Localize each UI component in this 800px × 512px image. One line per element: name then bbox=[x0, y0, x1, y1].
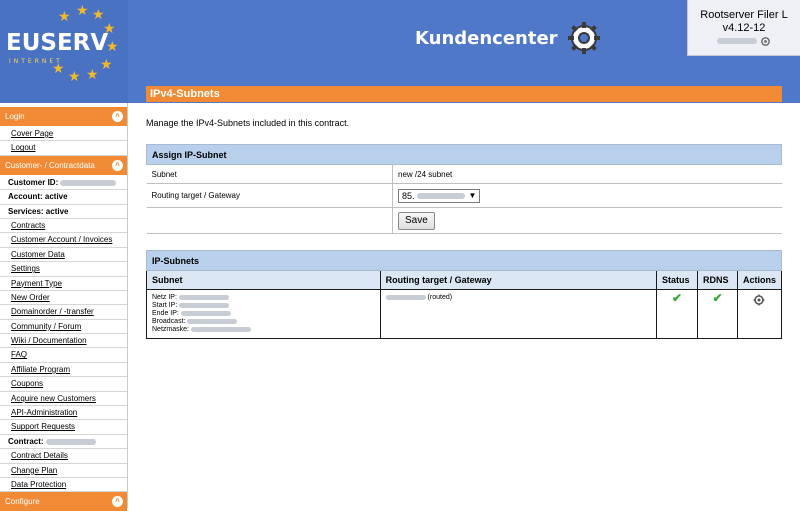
routing-label: Routing target / Gateway bbox=[147, 184, 393, 208]
collapse-icon[interactable]: ^ bbox=[112, 160, 123, 171]
sidebar-head-configure[interactable] bbox=[0, 492, 127, 512]
col-actions: Actions bbox=[737, 271, 781, 290]
ip-subnets-table bbox=[146, 250, 782, 339]
server-name: Rootserver Filer L bbox=[700, 9, 788, 21]
contract-label: Contract: bbox=[8, 436, 44, 446]
col-rdns: RDNS bbox=[698, 271, 738, 290]
sidebar-item-community[interactable]: Community / Forum bbox=[0, 320, 127, 334]
routing-select[interactable] bbox=[398, 189, 480, 203]
gear-icon bbox=[566, 20, 602, 56]
col-status: Status bbox=[657, 271, 698, 290]
actions-cell bbox=[737, 290, 781, 339]
sidebar-item-settings[interactable]: Settings bbox=[0, 262, 127, 276]
rdns-cell bbox=[698, 290, 738, 339]
check-icon[interactable]: ✔ bbox=[712, 291, 723, 305]
contract-id bbox=[0, 435, 127, 449]
services-status: Services: active bbox=[0, 205, 127, 219]
routed-text: (routed) bbox=[427, 294, 453, 301]
sidebar-head-label: Customer- / Contractdata bbox=[5, 160, 95, 170]
broadcast-label: Broadcast: bbox=[152, 318, 186, 325]
redacted-server-id bbox=[717, 38, 757, 44]
routing-target-cell bbox=[380, 290, 656, 339]
star-icon: ★ bbox=[106, 39, 119, 55]
redacted-ip bbox=[179, 295, 229, 300]
star-icon: ★ bbox=[103, 21, 116, 37]
sidebar-item-coupons[interactable]: Coupons bbox=[0, 377, 127, 391]
check-icon: ✔ bbox=[671, 291, 683, 305]
customer-id bbox=[0, 176, 127, 190]
sidebar-item-faq[interactable]: FAQ bbox=[0, 348, 127, 362]
redacted-ip bbox=[179, 303, 229, 308]
chevron-down-icon: ▼ bbox=[468, 191, 477, 200]
col-subnet: Subnet bbox=[147, 271, 381, 290]
sidebar-item-support[interactable]: Support Requests bbox=[0, 420, 127, 434]
server-id-row bbox=[688, 35, 800, 48]
star-icon: ★ bbox=[92, 7, 105, 23]
settings-gear-icon[interactable] bbox=[760, 36, 771, 47]
server-version: v4.12-12 bbox=[722, 22, 766, 34]
sidebar-item-wiki[interactable]: Wiki / Documentation bbox=[0, 334, 127, 348]
routing-select-value: 85. bbox=[402, 190, 415, 201]
sidebar-item-domainorder[interactable]: Domainorder / -transfer bbox=[0, 305, 127, 319]
sidebar-item-data-protection[interactable]: Data Protection bbox=[0, 478, 127, 492]
star-icon: ★ bbox=[52, 61, 65, 77]
star-icon: ★ bbox=[76, 3, 89, 19]
sidebar-item-payment-type[interactable]: Payment Type bbox=[0, 277, 127, 291]
star-icon: ★ bbox=[86, 67, 99, 83]
sidebar-item-affiliate[interactable]: Affiliate Program bbox=[0, 363, 127, 377]
page-intro: Manage the IPv4-Subnets included in this contract. bbox=[146, 118, 350, 128]
account-status: Account: active bbox=[0, 190, 127, 204]
netz-ip-label: Netz IP: bbox=[152, 294, 177, 301]
sidebar-item-customer-account[interactable]: Customer Account / Invoices bbox=[0, 233, 127, 247]
status-cell bbox=[657, 290, 698, 339]
server-info-box bbox=[687, 0, 800, 56]
assign-subnet-table bbox=[146, 144, 782, 234]
page-app-title: Kundencenter bbox=[415, 27, 558, 49]
save-button[interactable]: Save bbox=[398, 212, 435, 230]
start-ip-label: Start IP: bbox=[152, 302, 178, 309]
logo-subtext: INTERNET bbox=[9, 58, 63, 65]
netzmaske-label: Netzmaske: bbox=[152, 326, 189, 333]
star-icon: ★ bbox=[100, 57, 113, 73]
routing-cell bbox=[393, 184, 782, 208]
redacted-contract-id bbox=[46, 439, 96, 445]
redacted-ip bbox=[417, 193, 465, 199]
collapse-icon[interactable]: ^ bbox=[112, 111, 123, 122]
subnet-cell bbox=[147, 290, 381, 339]
page-title: IPv4-Subnets bbox=[146, 86, 782, 102]
sidebar-item-change-plan[interactable]: Change Plan bbox=[0, 464, 127, 478]
gear-icon[interactable] bbox=[753, 294, 765, 306]
assign-heading: Assign IP-Subnet bbox=[147, 145, 782, 165]
sidebar-item-cover-page[interactable]: Cover Page bbox=[0, 127, 127, 141]
sidebar bbox=[0, 103, 128, 508]
sidebar-item-logout[interactable]: Logout bbox=[0, 141, 127, 155]
redacted-ip bbox=[191, 327, 251, 332]
star-icon: ★ bbox=[68, 69, 81, 85]
redacted-ip bbox=[181, 311, 231, 316]
sidebar-item-contracts[interactable]: Contracts bbox=[0, 219, 127, 233]
sidebar-item-contract-details[interactable]: Contract Details bbox=[0, 449, 127, 463]
sidebar-item-api[interactable]: API-Administration bbox=[0, 406, 127, 420]
sidebar-head-label: Configure bbox=[5, 497, 40, 507]
header-title-wrap bbox=[415, 20, 602, 56]
sidebar-item-customer-data[interactable]: Customer Data bbox=[0, 248, 127, 262]
sidebar-head-label: Login bbox=[5, 112, 25, 121]
star-icon: ★ bbox=[58, 9, 71, 25]
subnet-value: new /24 subnet bbox=[393, 165, 782, 184]
sidebar-item-new-order[interactable]: New Order bbox=[0, 291, 127, 305]
ip-subnets-heading: IP-Subnets bbox=[147, 251, 782, 271]
col-routing: Routing target / Gateway bbox=[380, 271, 656, 290]
main-content bbox=[146, 86, 782, 339]
redacted-customer-id bbox=[60, 180, 116, 186]
redacted-ip bbox=[187, 319, 237, 324]
sidebar-head-customer[interactable] bbox=[0, 156, 127, 176]
logo[interactable] bbox=[0, 0, 128, 103]
table-row bbox=[147, 290, 782, 339]
ende-ip-label: Ende IP: bbox=[152, 310, 179, 317]
redacted-ip bbox=[386, 295, 426, 300]
collapse-icon[interactable]: ^ bbox=[112, 496, 123, 507]
logo-text: EUSERV bbox=[6, 30, 109, 56]
customer-id-label: Customer ID: bbox=[8, 177, 59, 187]
sidebar-head-login[interactable] bbox=[0, 107, 127, 127]
subnet-label: Subnet bbox=[147, 165, 393, 184]
sidebar-item-acquire[interactable]: Acquire new Customers bbox=[0, 392, 127, 406]
